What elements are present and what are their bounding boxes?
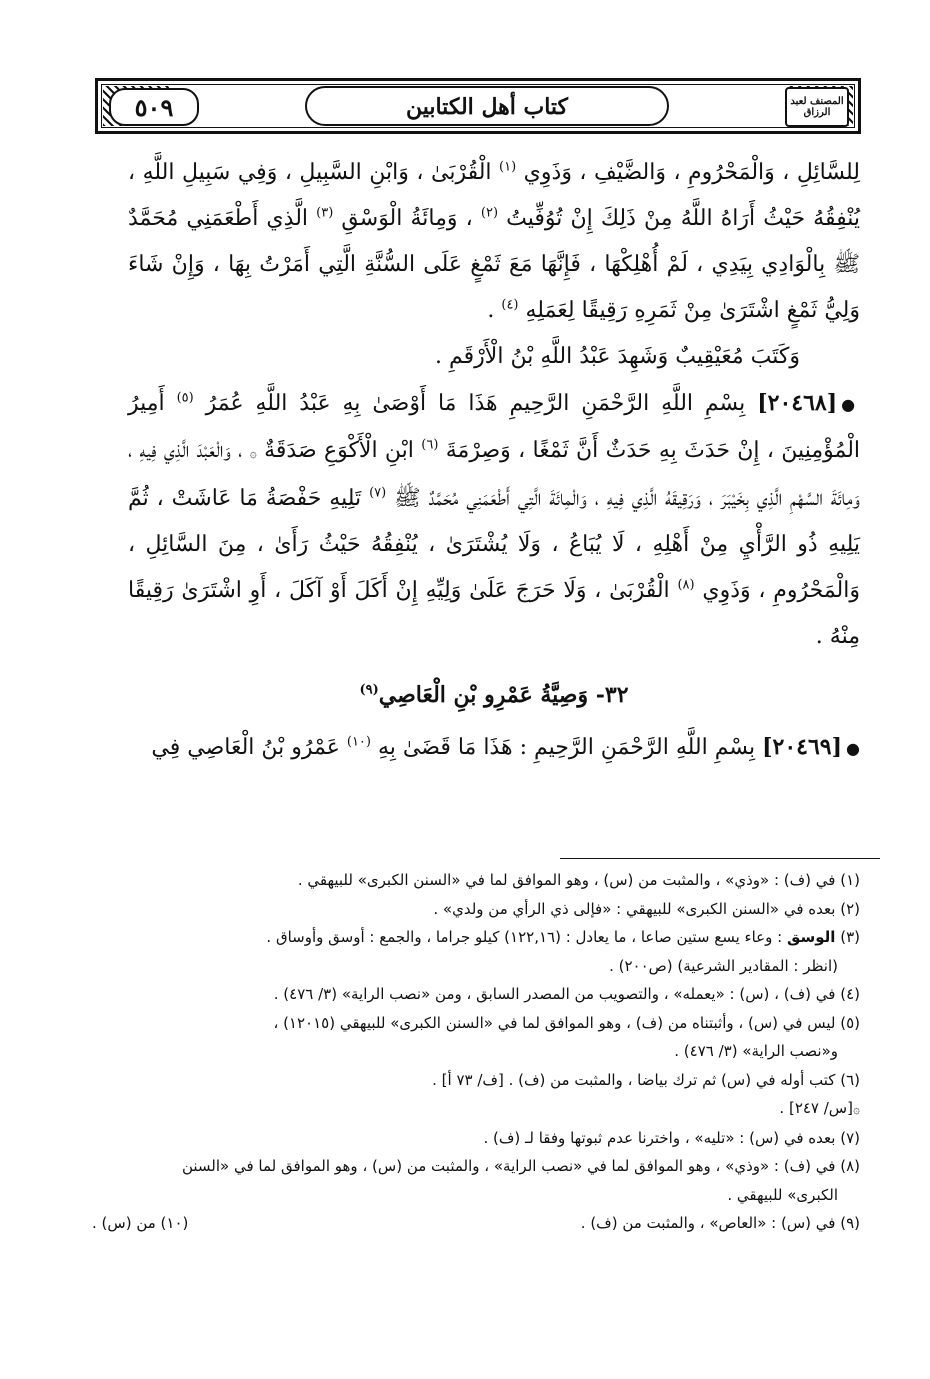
page-header bbox=[95, 78, 861, 134]
footnote-ref-9: (٩) bbox=[359, 682, 379, 698]
main-text bbox=[128, 150, 860, 772]
footnote-8: (٨) في (ف) : «وذي» ، وهو الموافق لما في «نصب الراية» ، والمثبت من (س) ، وهو الموافق لما في «السنن الكبرى» للبيهقي . bbox=[181, 1157, 860, 1204]
page-number-box bbox=[109, 88, 199, 126]
page-break-star-icon: ۞ bbox=[852, 1102, 860, 1116]
footnote-7: (٧) بعده في (س) : «تليه» ، واخترنا عدم ثبوتها وفقا لـ (ف) . bbox=[483, 1128, 860, 1147]
footnote-ref-6: (٦) bbox=[421, 437, 439, 453]
footnotes bbox=[92, 866, 860, 1238]
page-number: ٥٠٩ bbox=[134, 92, 174, 122]
header-title-cartouche bbox=[305, 86, 669, 126]
footnote-5: (٥) ليس في (س) ، وأثبتناه من (ف) ، وهو الموافق لما في «السنن الكبرى» للبيهقي (١٢٠١٥) ، و«نصب الراية» (٣/ ٤٧٦) . bbox=[273, 1013, 860, 1060]
footnote-ref-5: (٥) bbox=[176, 390, 194, 406]
page-break-star-icon: ۞ bbox=[249, 446, 257, 460]
footnote-star: ۞[س/ ٢٤٧] . bbox=[779, 1099, 860, 1117]
bullet-icon: ● bbox=[841, 395, 861, 414]
footnote-ref-2: (٢) bbox=[480, 205, 499, 221]
record-number: [٢٠٤٦٨] bbox=[757, 390, 838, 416]
footnote-6: (٦) كتب أوله في (س) ثم ترك بياضا ، والمثبت من (ف) . [ف/ ٧٣ أ] . bbox=[432, 1070, 860, 1089]
record-number: [٢٠٤٦٩] bbox=[762, 734, 843, 760]
paragraph-20469: ●[٢٠٤٦٩] بِسْمِ اللَّهِ الرَّحْمَنِ الرَّحِيمِ : هَذَا مَا قَضَىٰ بِهِ $^{(١٠)}$ عَمْرُو بْنُ الْعَاصِي فِي bbox=[151, 734, 860, 760]
footnote-ref-10: (١٠) bbox=[346, 734, 371, 750]
footnote-2: (٢) بعده في «السنن الكبرى» للبيهقي : «فإلى ذي الرأي من ولدي» . bbox=[433, 899, 860, 918]
footnote-9-10 bbox=[92, 1209, 860, 1238]
book-title: كتاب أهل الكتابين bbox=[405, 94, 569, 120]
footnote-10: (١٠) من (س) . bbox=[92, 1214, 189, 1232]
footnote-ref-8: (٨) bbox=[677, 577, 695, 593]
bullet-icon: ● bbox=[846, 739, 860, 758]
footnote-3: (٣) الوسق : وعاء يسع ستين صاعا ، ما يعادل : (١٢٢,١٦) كيلو جراما ، والجمع : أوسق وأوساق . (انظر : المقادير الشرعية) (ص٢٠٠) . bbox=[266, 928, 860, 975]
book-logo bbox=[785, 87, 849, 127]
footnote-separator bbox=[560, 858, 880, 859]
footnote-1: (١) في (ف) : «وذي» ، والمثبت من (س) ، وهو الموافق لما في «السنن الكبرى» للبيهقي . bbox=[297, 871, 860, 889]
logo-text: المصنف لعبد الرزاق bbox=[790, 96, 844, 118]
witness-line: وَكَتَبَ مُعَيْقِيبٌ وَشَهِدَ عَبْدُ اللَّهِ بْنُ الْأَرْقَمِ . bbox=[435, 344, 800, 369]
footnote-ref-4: (٤) bbox=[501, 297, 519, 313]
footnote-9: (٩) في (س) : «العاص» ، والمثبت من (ف) . bbox=[580, 1214, 860, 1232]
footnote-term: الوسق bbox=[786, 928, 836, 946]
section-title: ٣٢- وَصِيَّةُ عَمْرِو بْنِ الْعَاصِي$^{(٩)}$ bbox=[359, 682, 629, 708]
footnote-ref-7: (٧) bbox=[369, 485, 387, 501]
paragraph-1: لِلسَّائِلِ ، وَالْمَحْرُومِ ، وَالضَّيْفِ ، وَذَوِي $^{(١)}$ الْقُرْبَىٰ ، وَابْنِ السَّبِيلِ ، وَفِي سَبِيلِ اللَّهِ ، يُنْفِقُهُ حَيْثُ أَرَاهُ اللَّهُ مِنْ ذَلِكَ إِنْ تُوُفِّيتُ $^{(٢)}$ ، وَمِائَةُ الْوَسْقِ $^{(٣)}$ الَّذِي أَطْعَمَنِي مُحَمَّدٌ ﷺ بِالْوَادِي بِيَدِي ، لَمْ أُهْلِكْهَا ، فَإِنَّهَا مَعَ ثَمْغٍ عَلَى السُّنَّةِ الَّتِي أَمَرْتُ بِهَا ، وَإِنْ شَاءَ وَلِيُّ ثَمْغٍ اشْتَرَىٰ مِنْ ثَمَرِهِ رَقِيقًا لِعَمَلِهِ $^{(٤)}$ . bbox=[128, 159, 861, 323]
footnote-ref-1: (١) bbox=[499, 159, 517, 175]
footnote-4: (٤) في (ف) ، (س) : «يعمله» ، والتصويب من المصدر السابق ، ومن «نصب الراية» (٣/ ٤٧٦) . bbox=[273, 985, 860, 1003]
paragraph-20468: ●[٢٠٤٦٨] بِسْمِ اللَّهِ الرَّحْمَنِ الرَّحِيمِ هَذَا مَا أَوْصَىٰ بِهِ عَبْدُ اللَّهِ عُمَرُ $^{(٥)}$ أَمِيرُ الْمُؤْمِنِينَ ، إِنْ حَدَثَ بِهِ حَدَثٌ أَنَّ ثَمْغًا ، وَصِرْمَةَ $^{(٦)}$ ابْنِ الْأَكْوَعِ صَدَقَةٌ ۞ ، وَالْعَبْدَ الَّذِي فِيهِ ، وَمِائَةَ السَّهْمِ الَّذِي بِخَيْبَرَ ، وَرَقِيقَهُ الَّذِي فِيهِ ، وَالْمِائَةَ الَّتِي أَطْعَمَنِي مُحَمَّدٌ ﷺ $^{(٧)}$ تَلِيهِ حَفْصَةُ مَا عَاشَتْ ، ثُمَّ يَلِيهِ ذُو الرَّأْيِ مِنْ أَهْلِهِ ، لَا يُبَاعُ ، وَلَا يُشْتَرَىٰ ، يُنْفِقُهُ حَيْثُ رَأَىٰ ، مِنَ السَّائِلِ ، وَالْمَحْرُومِ ، وَذَوِي $^{(٨)}$ الْقُرْبَىٰ ، وَلَا حَرَجَ عَلَىٰ وَلِيِّهِ إِنْ أَكَلَ أَوْ آكَلَ ، أَوِ اشْتَرَىٰ رَقِيقًا مِنْهُ . bbox=[128, 390, 861, 649]
footnote-ref-3: (٣) bbox=[316, 205, 334, 221]
